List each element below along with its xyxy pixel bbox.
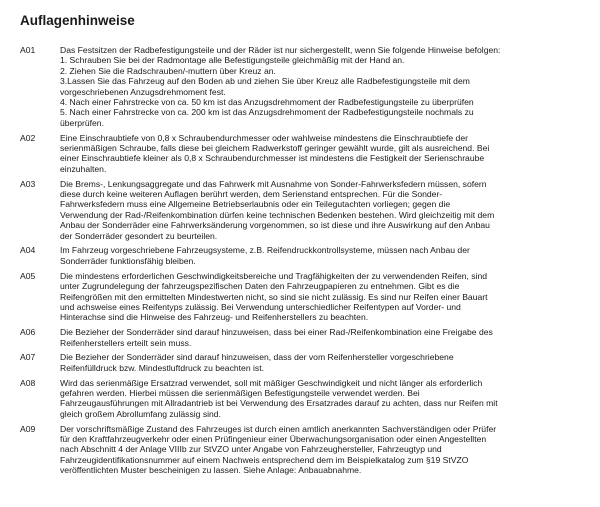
notice-line: 1. Schrauben Sie bei der Radmontage alle Befestigungsteile gleichmäßig mit der Hand an. (60, 55, 405, 66)
notice-entry-a06 (20, 327, 580, 348)
notice-line: Die Brems-, Lenkungsaggregate und das Fahrwerk mit Ausnahme von Sonder-Fahrwerksfedern müssen, sofern (60, 178, 487, 189)
notice-text (60, 179, 567, 241)
notice-line: Fahrzeugausführungen mit Allradantrieb ist bei Verwendung des Ersatzrades darauf zu achten, dass nur Reifen mit (60, 398, 498, 409)
notice-line: serienmäßigen Schraube, falls diese bei gleichem Radwerkstoff geringer gewählt wurde, gilt als ausreichend. Bei (60, 143, 490, 154)
notice-line: gefahren werden. Hierbei müssen die serienmäßigen Befestigungsteile verwendet werden. Bei (60, 387, 420, 398)
notice-line: veröffentlichten Muster bescheinigen zu lassen. Siehe Anlage: Anbauabnahme. (60, 465, 362, 476)
notice-line: Wird das serienmäßige Ersatzrad verwendet, soll mit mäßiger Geschwindigkeit und nicht länger als erforderlich (60, 377, 483, 388)
notice-line: und achsweise eines Reifentyps zulässig. Bei Verwendung unterschiedlicher Reifentypen auf Vorder- und (60, 301, 461, 312)
notice-code: A07 (20, 352, 36, 363)
notice-text (60, 271, 567, 323)
notice-text (60, 327, 567, 348)
notice-line: gleich großem Abrollumfang zulässig sind. (60, 408, 221, 419)
notice-text (60, 245, 567, 266)
notice-line: Die Bezieher der Sonderräder sind darauf hinzuweisen, dass bei einer Rad-/Reifenkombination eine Freigabe des (60, 327, 493, 338)
notice-code: A05 (20, 270, 36, 281)
notice-entry-a04 (20, 245, 580, 266)
notice-text (60, 45, 567, 128)
notice-entry-a09 (20, 424, 580, 476)
notice-line: nach Abschnitt 4 der Anlage VIIIb zur StVZO unter Angabe von Fahrzeughersteller, Fahrzeugtyp und (60, 444, 442, 455)
notice-line: der Sonderräder gesondert zu beurteilen. (60, 230, 218, 241)
notice-line: Fahrwerksfedern muss eine Allgemeine Betriebserlaubnis oder ein Teilegutachten vorliegen; gegen die (60, 199, 451, 210)
notice-entry-a02 (20, 133, 580, 175)
notice-text (60, 133, 567, 175)
notice-line: Hinterachse sind die Hinweise des Fahrzeug- und Reifenherstellers zu beachten. (60, 312, 369, 323)
notice-line: Im Fahrzeug vorgeschriebene Fahrzeugsysteme, z.B. Reifendruckkontrollsysteme, müssen nach Anbau der (60, 245, 470, 256)
page-title: Auflagenhinweise (20, 13, 135, 28)
notice-line: Das Festsitzen der Radbefestigungsteile und der Räder ist nur sichergestellt, wenn Sie folgende Hinweise befolgen: (60, 45, 501, 55)
notice-line: Reifenfülldruck bzw. Mindestluftdruck zu beachten ist. (60, 362, 264, 373)
notice-line: Reifengrößen mit den ermittelten Mindestwerten nicht, so sind sie nicht zulässig. Es sind nur Reifen einer Bauart (60, 291, 488, 302)
notice-line: 2. Ziehen Sie die Radschrauben/-muttern über Kreuz an. (60, 65, 276, 76)
notice-line: Anbau der Sonderräder eine Fahrwerksänderung vorgenommen, so ist diese und ihre Auswirkung auf den Anbau (60, 220, 490, 231)
notice-line: vorgeschriebenen Anzugsdrehmoment fest. (60, 86, 226, 97)
notice-code: A09 (20, 423, 36, 434)
notice-line: für den Kraftfahrzeugverkehr oder einen Prüfingenieur einer Überwachungsorganisation oder einen Angestellten (60, 433, 487, 444)
notice-line: 5. Nach einer Fahrstrecke von ca. 200 km ist das Anzugsdrehmoment der Radbefestigungsteile nochmals zu (60, 107, 474, 118)
notice-code: A01 (20, 45, 36, 55)
notice-line: überprüfen. (60, 117, 104, 128)
notice-line: unter Zugrundelegung der fahrzeugspezifischen Daten den Fahrzeugpapieren zu entnehmen. Gibt es die (60, 281, 460, 292)
notice-line: Die mindestens erforderlichen Geschwindigkeitsbereiche und Tragfähigkeiten der zu verwendenden Reifen, sind (60, 270, 488, 281)
notice-text (60, 352, 567, 373)
notice-line: 3.Lassen Sie das Fahrzeug auf den Boden ab und ziehen Sie über Kreuz alle Radbefestigungsteile mit dem (60, 76, 470, 87)
notice-line: Die Bezieher der Sonderräder sind darauf hinzuweisen, dass der vom Reifenhersteller vorgeschriebene (60, 352, 454, 363)
notice-entry-a08 (20, 378, 580, 420)
notice-text (60, 424, 567, 476)
notice-line: Eine Einschraubtiefe von 0,8 x Schraubendurchmesser oder wahlweise mindestens die Einschraubtiefe der (60, 132, 468, 143)
notice-line: Verwendung der Rad-/Reifenkombination dürfen keine technischen Bedenken bestehen. Wird gleichzeitig mit dem (60, 209, 495, 220)
notice-line: 4. Nach einer Fahrstrecke von ca. 50 km ist das Anzugsdrehmoment der Radbefestigungsteile zu überprüfen (60, 97, 474, 108)
notice-entry-a07 (20, 352, 580, 373)
notice-line: einer Einschraubtiefe kleiner als 0,8 x Schraubendurchmesser ist mindestens die Festigkeit der Serienschraube (60, 153, 485, 164)
notice-line: Der vorschriftsmäßige Zustand des Fahrzeuges ist durch einen amtlich anerkannten Sachverständigen oder Prüfer (60, 423, 497, 434)
notice-line: Fahrzeugidentifikationsnummer auf einem Nachweis entsprechend dem im Beispielkatalog zum §19 StVZO (60, 454, 469, 465)
notice-code: A08 (20, 377, 36, 388)
notice-entry-a05 (20, 271, 580, 323)
notice-line: Sonderräder funktionsfähig bleiben. (60, 255, 196, 266)
notice-line: einzuhalten. (60, 163, 107, 174)
notice-code: A04 (20, 245, 36, 256)
notice-text (60, 378, 567, 420)
notice-code: A06 (20, 327, 36, 338)
notice-code: A03 (20, 178, 36, 189)
notice-entry-a03 (20, 179, 580, 241)
notice-entry-a01 (20, 45, 580, 128)
notice-line: diese durch keine weiteren Auflagen berührt werden, dem Serienstand entsprechen. Für die Sonder- (60, 189, 443, 200)
notice-line: Reifenherstellers erteilt sein muss. (60, 337, 192, 348)
notice-code: A02 (20, 132, 36, 143)
notice-list (20, 45, 580, 480)
